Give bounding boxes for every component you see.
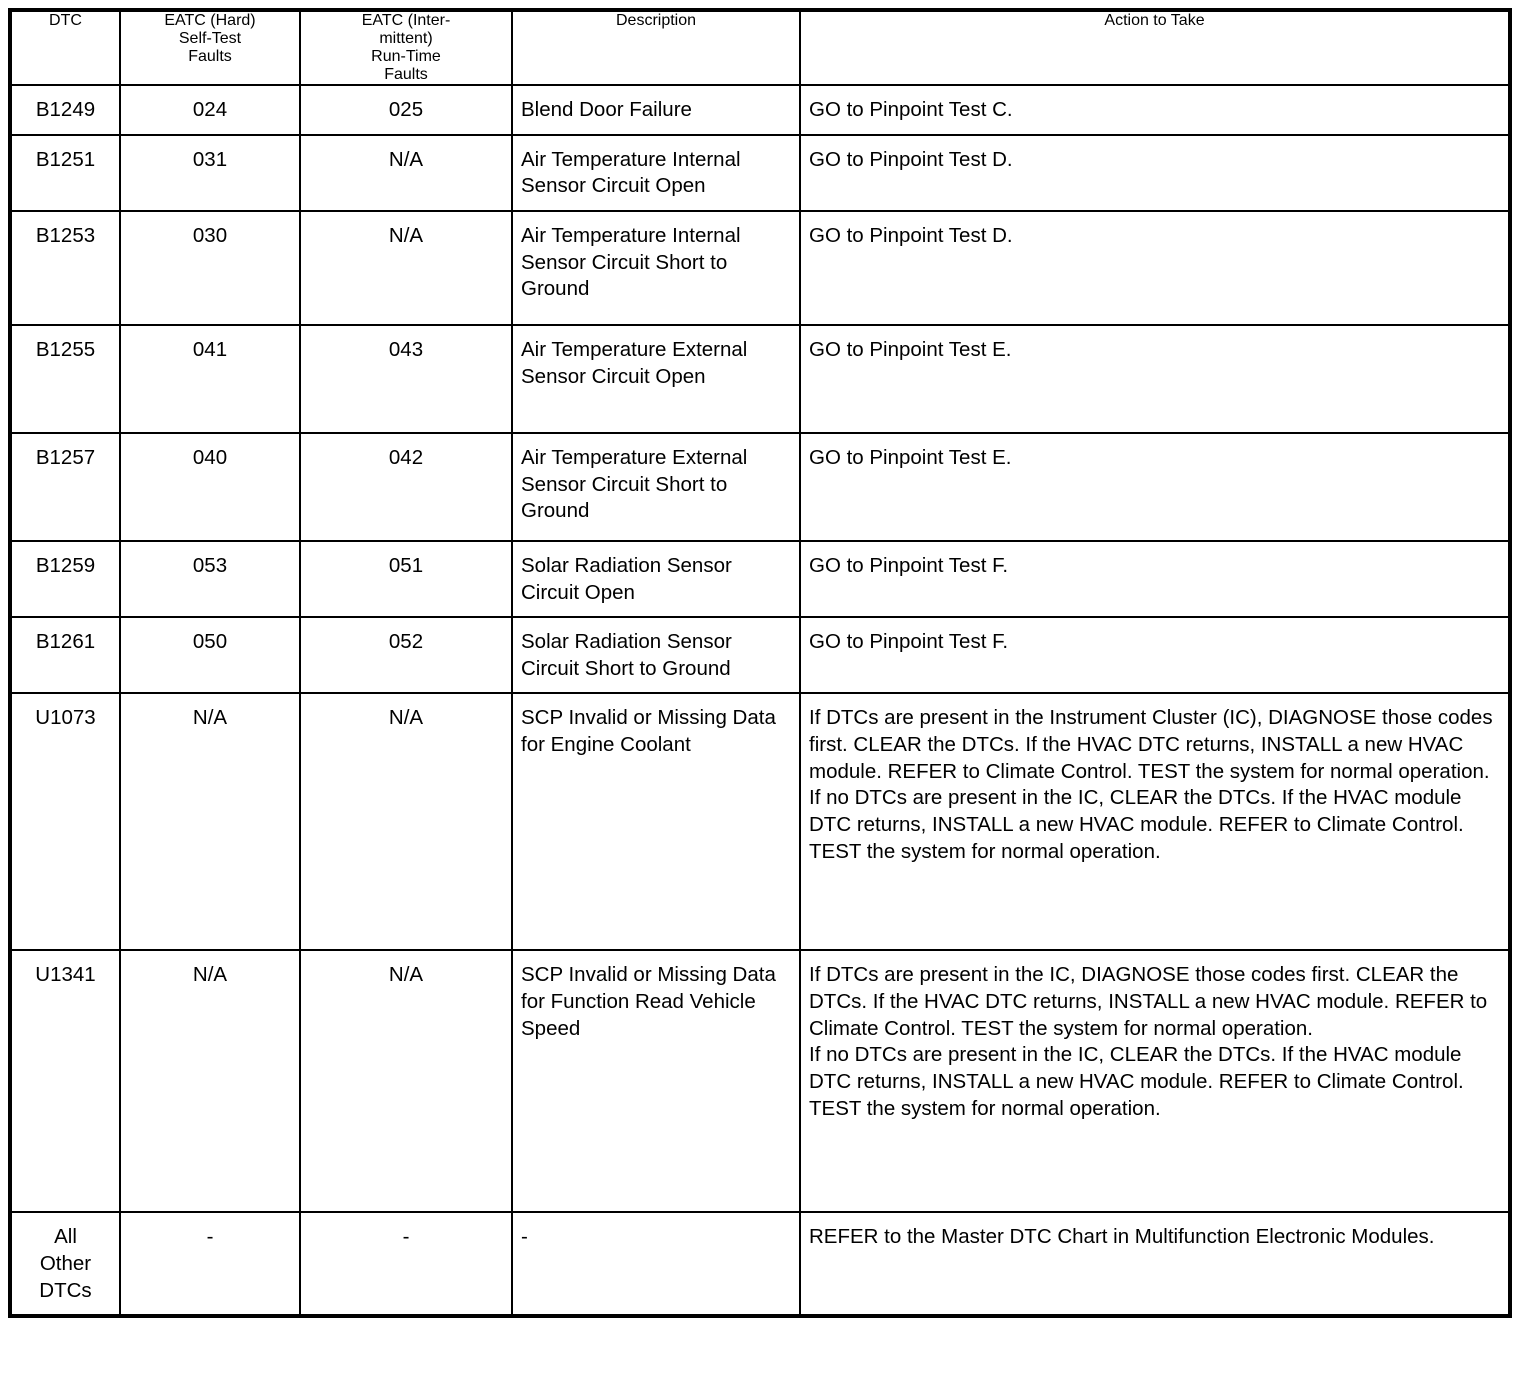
cell-hard-fault-code: 041 (120, 325, 300, 433)
cell-description: SCP Invalid or Missing Data for Engine Coolant (512, 693, 800, 950)
action-paragraph: If no DTCs are present in the IC, CLEAR the DTCs. If the HVAC module DTC returns, INSTALL a new HVAC module. REFER to Climate Control. TEST the system for normal operation. (809, 1043, 1464, 1120)
table-header-row (10, 10, 1510, 85)
cell-description: Solar Radiation Sensor Circuit Open (512, 541, 800, 617)
action-paragraph: If DTCs are present in the IC, DIAGNOSE those codes first. CLEAR the DTCs. If the HVAC DTC returns, INSTALL a new HVAC module. REFER to Climate Control. TEST the system for normal operation. (809, 963, 1488, 1040)
table-row (10, 617, 1510, 693)
table-row (10, 325, 1510, 433)
cell-dtc (10, 693, 120, 950)
cell-hard-fault-code: 024 (120, 85, 300, 135)
cell-intermittent-fault-code: - (300, 1212, 512, 1316)
action-paragraph: If no DTCs are present in the IC, CLEAR the DTCs. If the HVAC module DTC returns, INSTALL a new HVAC module. REFER to Climate Control. TEST the system for normal operation. (809, 786, 1464, 863)
cell-dtc (10, 325, 120, 433)
column-header-inter (300, 10, 512, 85)
dtc-code: B1259 (35, 553, 96, 577)
cell-dtc (10, 617, 120, 693)
action-paragraph: GO to Pinpoint Test D. (809, 223, 1013, 247)
dtc-code: DTCs (39, 1278, 92, 1302)
cell-action-to-take (800, 433, 1510, 541)
action-paragraph: REFER to the Master DTC Chart in Multifunction Electronic Modules. (809, 1225, 1435, 1249)
cell-action-to-take (800, 1212, 1510, 1316)
column-header-dtc (10, 10, 120, 85)
table-row (10, 693, 1510, 950)
column-header-line: Faults (188, 48, 232, 65)
cell-description: Air Temperature External Sensor Circuit Open (512, 325, 800, 433)
dtc-code: U1073 (35, 706, 96, 730)
cell-dtc (10, 1212, 120, 1316)
cell-hard-fault-code: 031 (120, 135, 300, 211)
column-header-line: DTC (49, 12, 82, 29)
cell-action-to-take (800, 211, 1510, 325)
dtc-code: B1255 (35, 337, 96, 361)
cell-description: Air Temperature External Sensor Circuit Short to Ground (512, 433, 800, 541)
cell-action-to-take (800, 325, 1510, 433)
cell-intermittent-fault-code: 042 (300, 433, 512, 541)
cell-hard-fault-code: 030 (120, 211, 300, 325)
cell-description: SCP Invalid or Missing Data for Function Read Vehicle Speed (512, 950, 800, 1212)
cell-description: Air Temperature Internal Sensor Circuit Short to Ground (512, 211, 800, 325)
column-header-line: EATC (Hard) (164, 12, 256, 29)
cell-action-to-take (800, 950, 1510, 1212)
cell-description: Air Temperature Internal Sensor Circuit Open (512, 135, 800, 211)
table-row (10, 1212, 1510, 1316)
cell-intermittent-fault-code: 043 (300, 325, 512, 433)
cell-description: Blend Door Failure (512, 85, 800, 135)
cell-dtc (10, 433, 120, 541)
dtc-code: All (54, 1225, 77, 1249)
table-row (10, 950, 1510, 1212)
dtc-code: Other (39, 1252, 92, 1276)
cell-dtc (10, 211, 120, 325)
cell-intermittent-fault-code: 052 (300, 617, 512, 693)
cell-dtc (10, 950, 120, 1212)
cell-action-to-take (800, 693, 1510, 950)
action-paragraph: GO to Pinpoint Test E. (809, 445, 1012, 469)
cell-hard-fault-code: N/A (120, 950, 300, 1212)
dtc-code: U1341 (35, 963, 96, 987)
cell-hard-fault-code: - (120, 1212, 300, 1316)
column-header-line: Run-Time (371, 48, 441, 65)
cell-intermittent-fault-code: N/A (300, 135, 512, 211)
column-header-line: mittent) (379, 30, 433, 47)
column-header-hard (120, 10, 300, 85)
column-header-action (800, 10, 1510, 85)
action-paragraph: If DTCs are present in the Instrument Cluster (IC), DIAGNOSE those codes first. CLEAR the DTCs. If the HVAC DTC returns, INSTALL a new HVAC module. REFER to Climate Control. TEST the system for normal operation. (809, 706, 1493, 783)
cell-intermittent-fault-code: N/A (300, 693, 512, 950)
cell-hard-fault-code: N/A (120, 693, 300, 950)
action-paragraph: GO to Pinpoint Test D. (809, 147, 1013, 171)
table-row (10, 85, 1510, 135)
dtc-diagnostic-table (8, 8, 1512, 1318)
column-header-line: EATC (Inter- (361, 12, 451, 29)
column-header-line: Description (615, 12, 697, 29)
cell-hard-fault-code: 050 (120, 617, 300, 693)
column-header-desc (512, 10, 800, 85)
cell-hard-fault-code: 040 (120, 433, 300, 541)
column-header-line: Faults (384, 66, 428, 83)
action-paragraph: GO to Pinpoint Test F. (809, 553, 1009, 577)
dtc-code: B1261 (35, 630, 96, 654)
cell-intermittent-fault-code: 025 (300, 85, 512, 135)
dtc-code: B1251 (35, 147, 96, 171)
cell-description: - (512, 1212, 800, 1316)
table-row (10, 211, 1510, 325)
cell-hard-fault-code: 053 (120, 541, 300, 617)
cell-action-to-take (800, 85, 1510, 135)
action-paragraph: GO to Pinpoint Test C. (809, 98, 1013, 121)
cell-dtc (10, 85, 120, 135)
cell-intermittent-fault-code: N/A (300, 211, 512, 325)
dtc-code: B1249 (35, 98, 96, 121)
cell-dtc (10, 541, 120, 617)
cell-intermittent-fault-code: N/A (300, 950, 512, 1212)
column-header-line: Self-Test (178, 30, 242, 47)
action-paragraph: GO to Pinpoint Test E. (809, 337, 1012, 361)
column-header-line: Action to Take (1104, 12, 1205, 29)
cell-description: Solar Radiation Sensor Circuit Short to Ground (512, 617, 800, 693)
dtc-code: B1257 (35, 445, 96, 469)
cell-action-to-take (800, 541, 1510, 617)
dtc-code: B1253 (35, 223, 96, 247)
table-row (10, 541, 1510, 617)
table-row (10, 135, 1510, 211)
cell-intermittent-fault-code: 051 (300, 541, 512, 617)
action-paragraph: GO to Pinpoint Test F. (809, 630, 1009, 654)
table-row (10, 433, 1510, 541)
cell-action-to-take (800, 617, 1510, 693)
cell-dtc (10, 135, 120, 211)
cell-action-to-take (800, 135, 1510, 211)
